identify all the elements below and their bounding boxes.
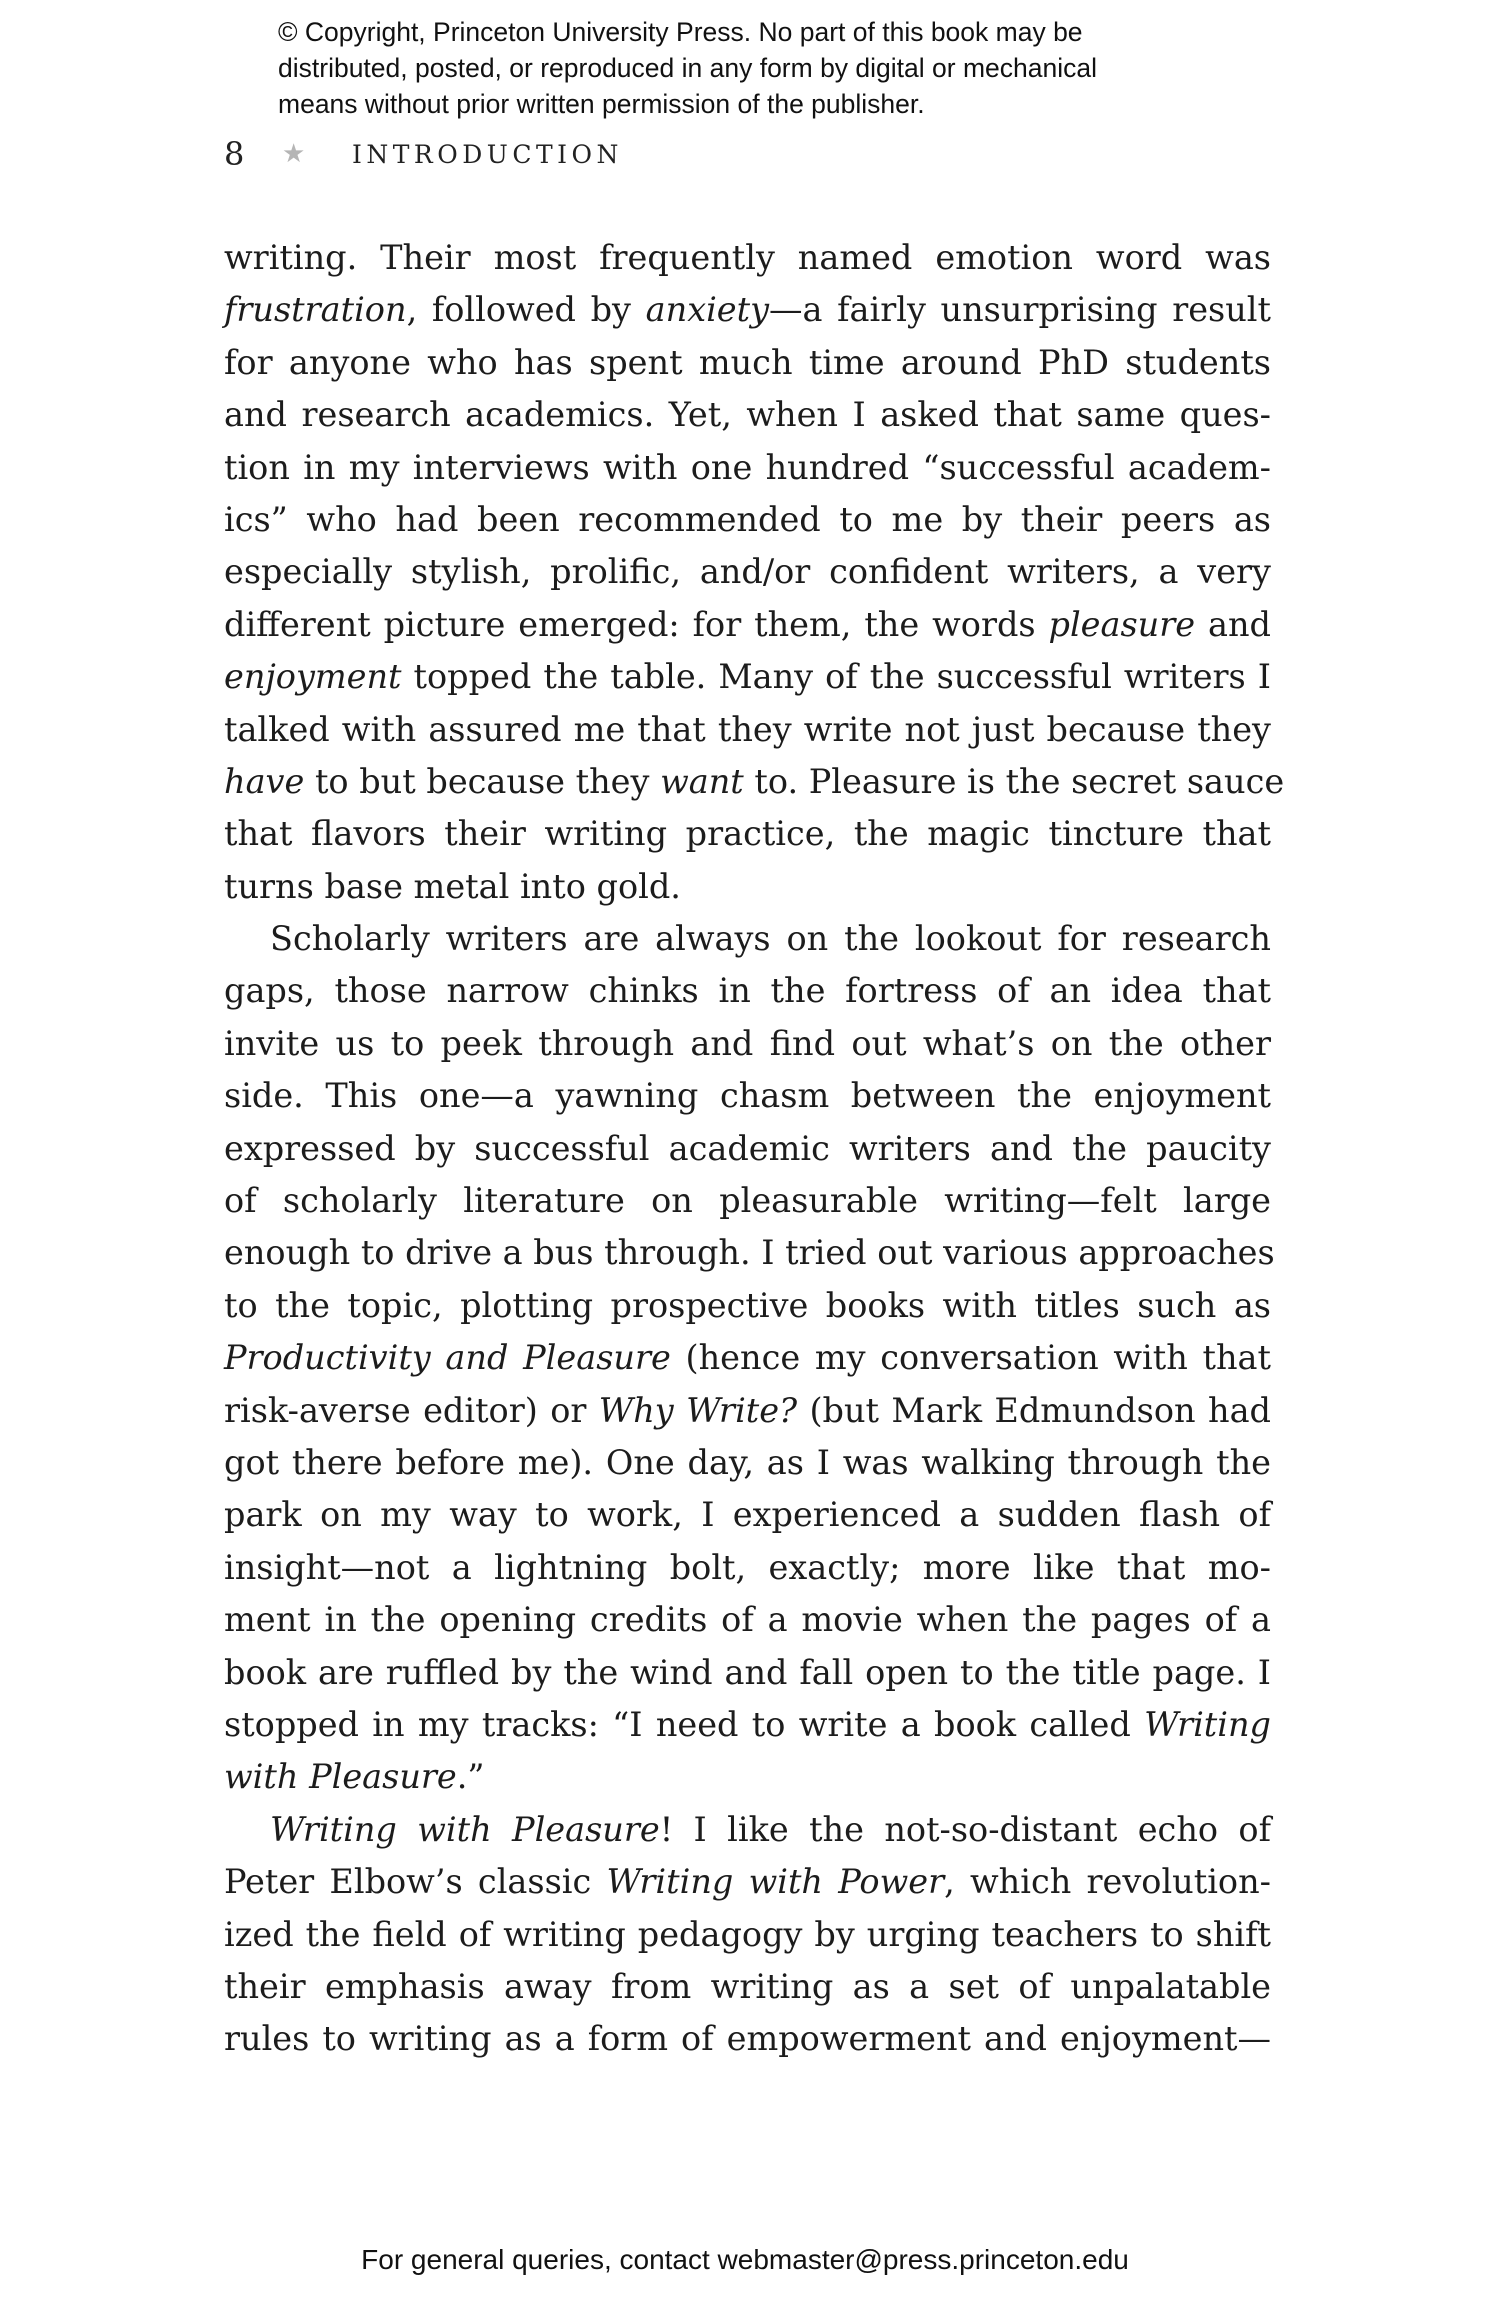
text-segment: stopped in my tracks: “I need to write a book called [224,1704,1145,1744]
text-segment: .” [456,1757,485,1797]
text-line [224,1751,1271,1803]
italic-text: Writing [1144,1704,1271,1744]
text-line [224,1542,1271,1594]
text-line [224,1437,1271,1489]
text-line [224,1227,1275,1279]
text-line [224,1961,1271,2013]
text-segment: ized the field of writing pedagogy by urging teachers to shift [224,1914,1271,1954]
italic-text: Why Write? [598,1390,798,1430]
text-segment: side. This one—a yawning chasm between the enjoyment [224,1076,1271,1116]
text-line [224,442,1271,494]
text-line [224,1280,1271,1332]
text-line [224,1018,1271,1070]
text-segment: gaps, those narrow chinks in the fortress of an idea that [224,971,1271,1011]
running-head [224,132,623,176]
text-line [224,1175,1271,1227]
text-line [224,704,1271,756]
text-segment: for anyone who has spent much time around PhD students [224,342,1271,382]
text-segment: to. Pleasure is the secret sauce [743,761,1285,801]
text-line [224,808,1271,860]
text-line [224,1804,1271,1856]
text-segment: their emphasis away from writing as a set of unpalatable [224,1966,1271,2006]
chapter-title: INTRODUCTION [352,139,623,169]
text-line [224,1647,1271,1699]
text-segment: invite us to peek through and find out what’s on the other [224,1023,1271,1063]
text-line [224,494,1271,546]
text-segment: writing. Their most frequently named emotion word was [224,238,1271,277]
text-segment: (hence my conversation with that [670,1338,1271,1378]
italic-text: pleasure [1048,604,1196,644]
text-segment: , which revolution- [944,1862,1271,1902]
text-segment: (but Mark Edmundson had [797,1390,1271,1430]
text-line [224,1385,1271,1437]
text-line [224,651,1271,703]
text-segment: of scholarly literature on pleasurable writing—felt large [224,1181,1271,1221]
italic-text: have [224,761,305,801]
text-line [224,599,1271,651]
text-line [224,965,1271,1017]
footer [0,2244,1500,2276]
text-line [224,756,1285,808]
italic-text: frustration [224,290,407,330]
italic-text: Productivity and Pleasure [224,1338,671,1378]
text-segment: Scholarly writers are always on the lookout for research [270,919,1271,959]
text-line [224,1070,1271,1122]
copyright-line: © Copyright, Princeton University Press. No part of this book may be [278,17,1083,47]
text-segment: ment in the opening credits of a movie when the pages of a [224,1600,1271,1640]
text-segment: talked with assured me that they write not just because they [224,709,1271,749]
text-line [224,2013,1271,2065]
text-segment: and [1195,604,1271,644]
text-segment: that flavors their writing practice, the magic tincture that [224,814,1271,854]
text-segment: risk-averse editor) or [224,1390,599,1430]
copyright-line: means without prior written permission of the publisher. [278,89,925,119]
text-segment: park on my way to work, I experienced a sudden flash of [224,1495,1271,1535]
copyright-notice [278,14,1278,122]
italic-text: Writing with Pleasure [270,1809,660,1849]
text-line [224,1594,1271,1646]
star-icon: ★ [282,139,306,169]
copyright-line: distributed, posted, or reproduced in any form by digital or mechanical [278,53,1097,83]
text-segment: book are ruffled by the wind and fall open to the title page. I [224,1652,1271,1692]
text-line [224,1332,1271,1384]
text-segment: tion in my interviews with one hundred “successful academ- [224,447,1271,487]
text-line [224,232,1271,284]
text-line [224,1909,1271,1961]
text-segment: expressed by successful academic writers and the paucity [224,1128,1271,1168]
text-line [224,1489,1271,1541]
text-segment: especially stylish, prolific, and/or confident writers, a very [224,552,1271,592]
text-line [224,389,1271,441]
text-line [224,284,1271,336]
text-segment: ! I like the not-so-distant echo of [659,1809,1272,1849]
text-segment: —a fairly unsurprising result [769,290,1271,330]
text-line [224,861,1271,913]
text-line [224,546,1271,598]
text-segment: to the topic, plotting prospective books with titles such as [224,1285,1271,1325]
page-number: 8 [224,135,245,173]
text-segment: , followed by [406,290,646,330]
text-segment: topped the table. Many of the successful writers I [401,657,1271,697]
text-segment: to but because they [304,761,661,801]
text-line [224,1123,1271,1175]
text-segment: ics” who had been recommended to me by their peers as [224,499,1271,539]
text-segment: Peter Elbow’s classic [224,1862,607,1902]
text-line [224,913,1271,965]
text-segment: rules to writing as a form of empowerment and enjoyment— [224,2019,1271,2059]
text-segment: and research academics. Yet, when I asked that same ques- [224,395,1271,435]
text-segment: insight—not a lightning bolt, exactly; more like that mo- [224,1547,1271,1587]
italic-text: Writing with Power [606,1862,945,1902]
italic-text: want [660,761,744,801]
text-line [224,1699,1271,1751]
text-line [224,1856,1271,1908]
italic-text: enjoyment [224,657,402,697]
text-segment: got there before me). One day, as I was walking through the [224,1442,1271,1482]
italic-text: with Pleasure [224,1757,457,1797]
italic-text: anxiety [645,290,770,330]
text-segment: turns base metal into gold. [224,866,681,906]
text-line [224,337,1271,389]
body-text [224,232,1285,2066]
text-segment: enough to drive a bus through. I tried out various approaches [224,1233,1275,1273]
footer-contact-text: For general queries, contact webmaster@press.princeton.edu [361,2244,1129,2275]
text-segment: different picture emerged: for them, the words [224,604,1049,644]
